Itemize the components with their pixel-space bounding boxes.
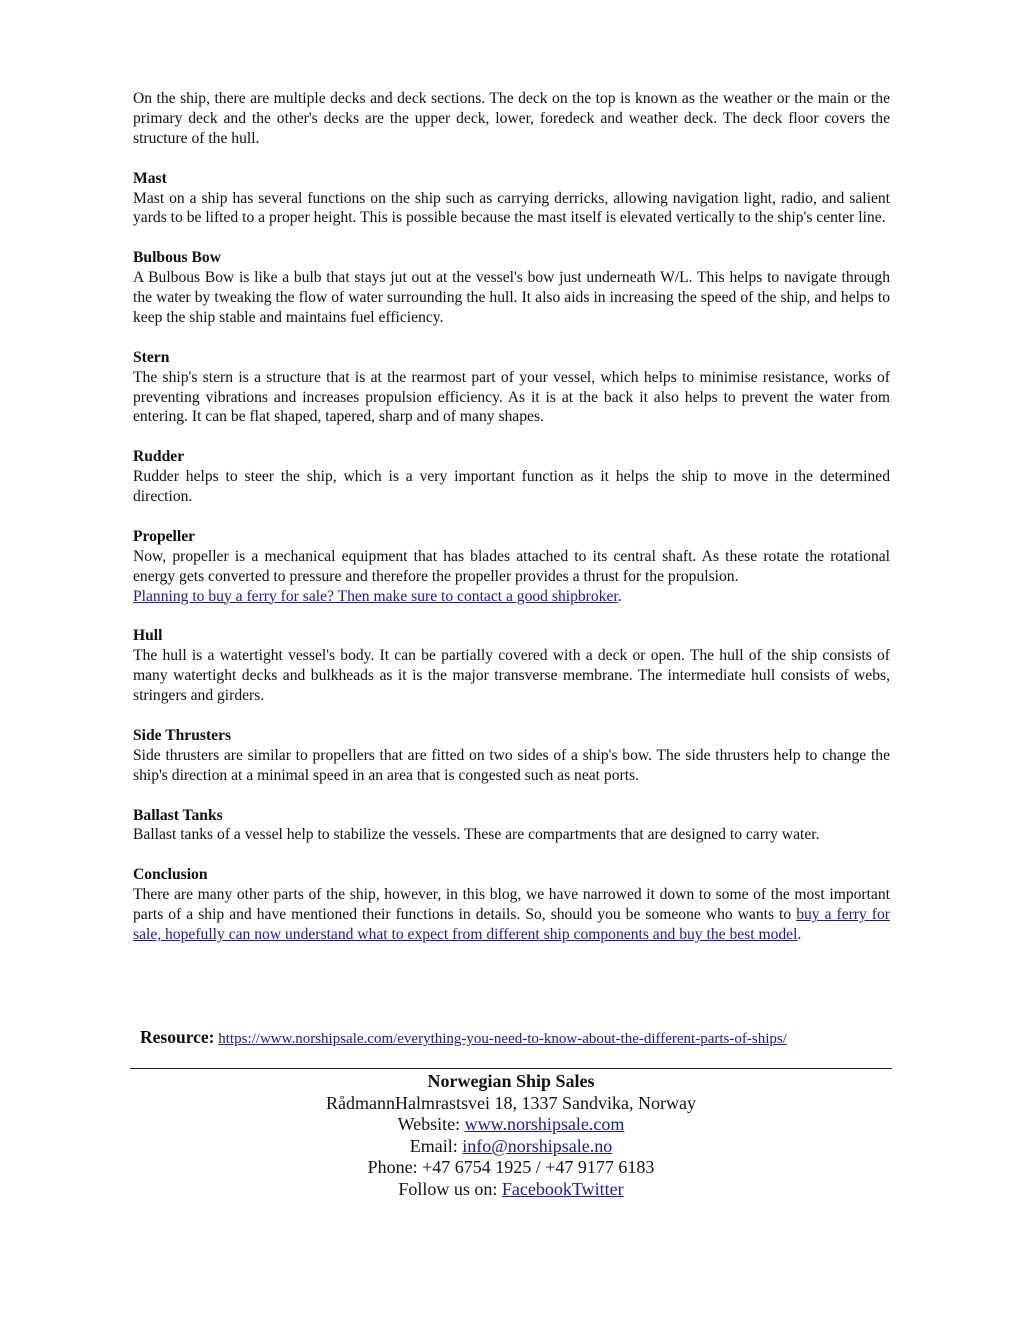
section-text: Rudder helps to steer the ship, which is a very important function as it helps the ship to move in the determined direction.: [133, 468, 890, 506]
facebook-link[interactable]: Facebook: [501, 1178, 572, 1199]
section-text: [133, 885, 890, 945]
propeller-text: Now, propeller is a mechanical equipment that has blades attached to its central shaft. As these rotate the rotational energy gets converted to pressure and therefore the propeller provides a thrust for the propulsion.: [133, 547, 890, 585]
section-heading: Stern: [133, 348, 170, 366]
section-text: A Bulbous Bow is like a bulb that stays jut out at the vessel's bow just underneath W/L. This helps to navigate through the water by tweaking the flow of water surrounding the hull. It also aids in increasing the speed of the ship, and helps to keep the ship stable and maintains fuel efficiency.: [133, 269, 890, 326]
footer: [130, 1071, 892, 1201]
section-heading: Side Thrusters: [133, 726, 232, 744]
email-label: Email:: [409, 1135, 463, 1156]
phone-line: Phone: +47 6754 1925 / +47 9177 6183: [367, 1157, 655, 1178]
follow-label: Follow us on:: [398, 1178, 502, 1199]
section-heading: Ballast Tanks: [133, 806, 223, 824]
section-text: [133, 547, 890, 607]
article-body: [133, 89, 890, 965]
resource-line: [140, 1027, 900, 1048]
section-text: Side thrusters are similar to propellers that are fitted on two sides of a ship's bow. The side thrusters help to change the ship's direction at a minimal speed in an area that is congested such as neat ports.: [133, 746, 890, 784]
website-label: Website:: [397, 1114, 465, 1135]
section-text: Ballast tanks of a vessel help to stabilize the vessels. These are compartments that are designed to carry water.: [133, 826, 820, 844]
section-bulbous-bow: [133, 248, 890, 328]
section-propeller: [133, 527, 890, 607]
website-line: [130, 1114, 892, 1136]
footer-divider: [130, 1068, 892, 1069]
section-ballast-tanks: [133, 806, 890, 846]
section-heading: Mast: [133, 169, 167, 187]
section-text: The hull is a watertight vessel's body. It can be partially covered with a deck or open. The hull of the ship consists of many watertight decks and bulkheads as it is the major transverse membrane. The intermediate hull consists of webs, stringers and girders.: [133, 647, 890, 705]
link-suffix: .: [617, 587, 622, 605]
section-heading: Rudder: [133, 448, 185, 466]
section-heading: Propeller: [133, 527, 196, 545]
resource-label: Resource:: [140, 1027, 215, 1047]
shipbroker-link[interactable]: Planning to buy a ferry for sale? Then make sure to contact a good shipbroker: [133, 587, 618, 605]
section-text: Mast on a ship has several functions on the ship such as carrying derricks, allowing navigation light, radio, and salient yards to be lifted to a proper height. This is possible because the mast itself is elevated vertically to the ship's center line.: [133, 189, 890, 227]
link-suffix: .: [797, 925, 802, 943]
section-text: The ship's stern is a structure that is at the rearmost part of your vessel, which helps to minimise resistance, works of preventing vibrations and increases propulsion efficiency. As it is at the back it also helps to prevent the water from entering. It can be flat shaped, tapered, sharp and of many shapes.: [133, 368, 890, 426]
conclusion-text: There are many other parts of the ship, however, in this blog, we have narrowed it down to some of the most important parts of a ship and have mentioned their functions in details. So, should you be someone who wants to: [133, 886, 890, 924]
section-hull: [133, 626, 890, 706]
company-name: Norwegian Ship Sales: [427, 1071, 595, 1091]
resource-link[interactable]: https://www.norshipsale.com/everything-you-need-to-know-about-the-different-parts-of-ships/: [218, 1031, 787, 1047]
website-link[interactable]: www.norshipsale.com: [464, 1114, 625, 1135]
section-heading: Conclusion: [133, 866, 208, 884]
section-conclusion: [133, 865, 890, 945]
section-mast: [133, 169, 890, 229]
intro-paragraph: On the ship, there are multiple decks and deck sections. The deck on the top is known as the weather or the main or the primary deck and the other's decks are the upper deck, lower, foredeck and weather deck. The deck floor covers the structure of the hull.: [133, 90, 890, 147]
buy-ferry-link[interactable]: buy a ferry for sale, hopefully can now understand what to expect from different ship components and buy the best model: [133, 906, 890, 943]
twitter-link[interactable]: Twitter: [571, 1178, 624, 1199]
section-rudder: [133, 447, 890, 507]
section-stern: [133, 348, 890, 428]
section-heading: Hull: [133, 627, 163, 645]
email-line: [130, 1136, 892, 1158]
section-heading: Bulbous Bow: [133, 249, 221, 267]
social-line: [130, 1179, 892, 1201]
email-link[interactable]: info@norshipsale.no: [462, 1135, 613, 1156]
section-side-thrusters: [133, 726, 890, 786]
company-address: RådmannHalmrastsvei 18, 1337 Sandvika, Norway: [326, 1092, 696, 1113]
